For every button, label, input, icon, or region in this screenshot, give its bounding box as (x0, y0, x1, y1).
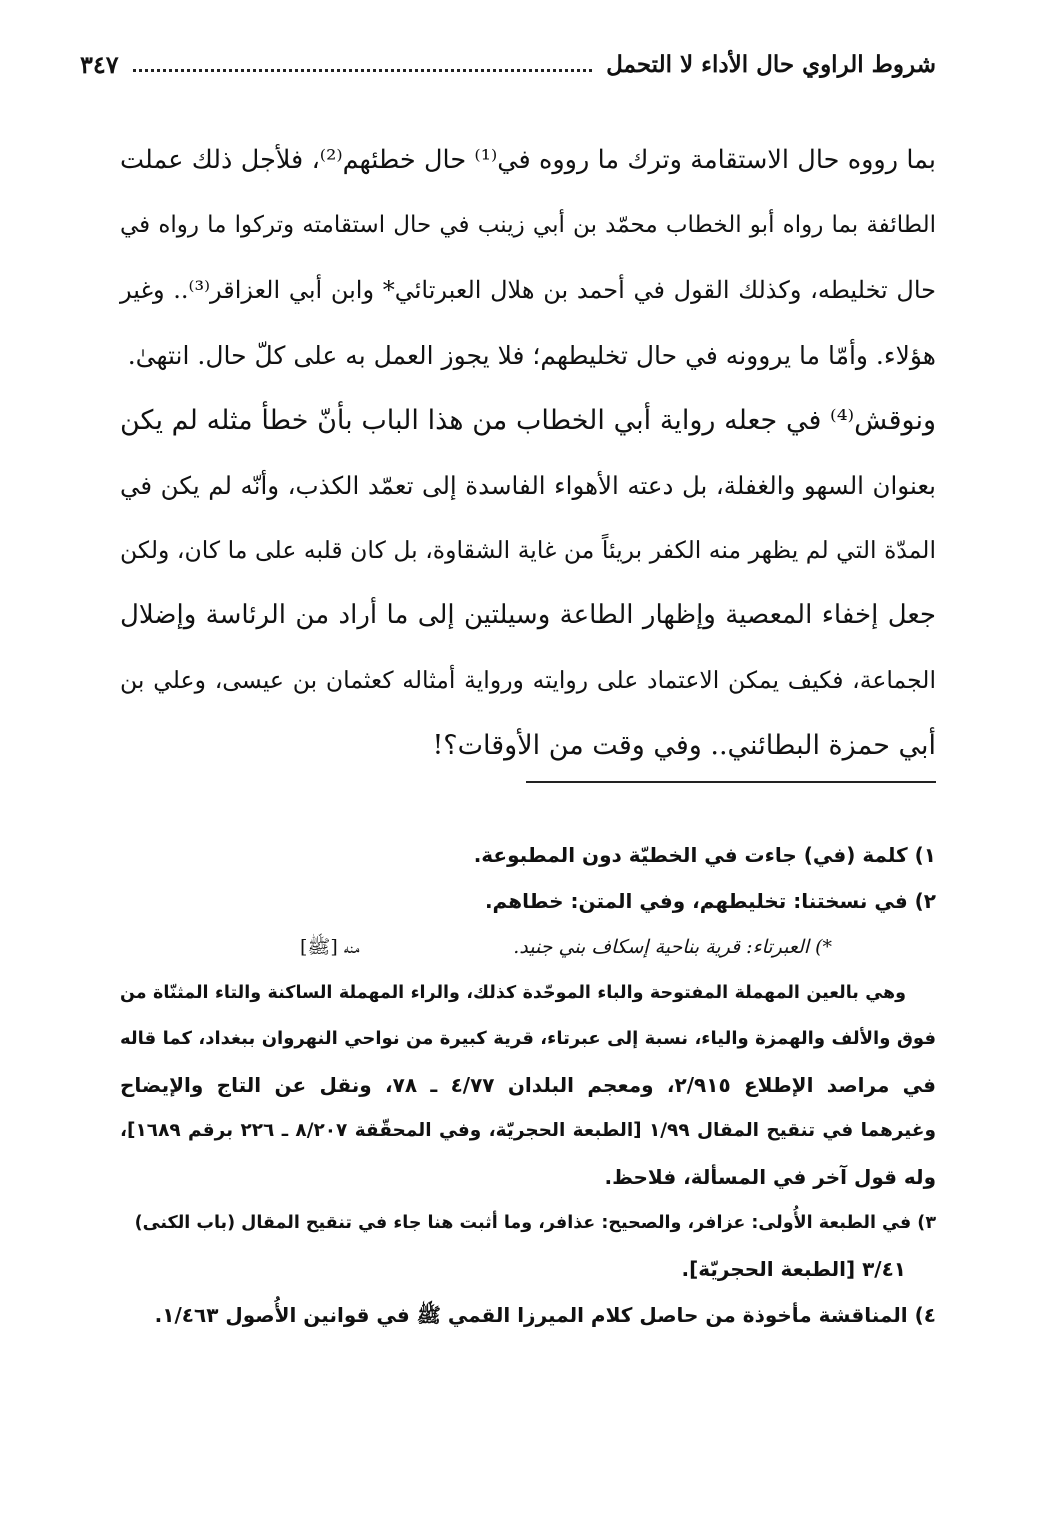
body-line: الجماعة، فكيف يمكن الاعتماد على روايته ورواية أمثاله كعثمان بن عيسى، وعلي بن (120, 666, 936, 694)
main-text (120, 128, 936, 778)
page-number: ٣٤٧ (80, 49, 119, 79)
header-title: شروط الراوي حال الأداء لا التحمل (606, 50, 936, 78)
author-note-comment-line: في مراصد الإطلاع ٢/٩١٥، ومعجم البلدان ٤/٧٧ ـ ٧٨، ونقل عن التاج والإيضاح (120, 1073, 937, 1097)
footnote-2: ٢) في نسختنا: تخليطهم، وفي المتن: خطاهم. (484, 889, 936, 913)
author-note-comment-line: فوق والألف والهمزة والياء، نسبة إلى عبرتاء، قرية كبيرة من نواحي النهروان ببغداد، كما قاله (120, 1028, 936, 1049)
author-note-comment-line: وهي بالعين المهملة المفتوحة والباء الموحّدة كذلك، والراء المهملة الساكنة والتاء المثنّاة من (120, 983, 906, 1003)
body-line: جعل إخفاء المعصية وإظهار الطاعة وسيلتين إلى ما أراد من الرئاسة وإضلال (120, 600, 936, 630)
footnote-separator (526, 781, 936, 783)
body-line: الطائفة بما رواه أبو الخطاب محمّد بن أبي زينب في حال استقامته وتركوا ما رواه في (120, 212, 936, 238)
footnote-1: ١) كلمة (في) جاءت في الخطيّة دون المطبوعة. (473, 843, 936, 867)
header-leader-dots (133, 69, 592, 72)
footnotes (120, 832, 936, 1338)
body-line: المدّة التي لم يظهر منه الكفر بريئاً من غاية الشقاوة، بل كان قلبه على ما كان، ولكن (120, 536, 936, 564)
body-line: حال تخليطه، وكذلك القول في أحمد بن هلال العبرتائي* وابن أبي العزاقر⁽³⁾.. وغير (120, 276, 936, 304)
author-note-comment-line: وله قول آخر في المسألة، فلاحظ. (604, 1165, 936, 1189)
body-line: أبي حمزة البطائني.. وفي وقت من الأوقات؟! (432, 730, 936, 761)
footnote-3: ٣) في الطبعة الأُولى: عزافر، والصحيح: عذافر، وما أثبت هنا جاء في تنقيح المقال (باب الكنى) (134, 1213, 936, 1233)
body-line: بعنوان السهو والغفلة، بل دعته الأهواء الفاسدة إلى تعمّد الكذب، وأنّه لم يكن في (120, 471, 936, 500)
author-note-text: *) العبرتاء: قرية بناحية إسكاف بني جنيد. (513, 936, 832, 958)
author-note (120, 924, 936, 970)
author-note-source: منه [ﷺ] (300, 936, 360, 958)
running-header (80, 44, 936, 84)
author-note-comment-line: وغيرهما في تنقيح المقال ١/٩٩ [الطبعة الحجريّة، وفي المحقّقة ٨/٢٠٧ ـ ٢٢٦ برقم ١٦٨٩]، (120, 1120, 936, 1141)
footnote-4: ٤) المناقشة مأخوذة من حاصل كلام الميرزا القمي ﷺ في قوانين الأُصول ١/٤٦٣. (154, 1303, 936, 1327)
body-line: ونوقش⁽⁴⁾ في جعله رواية أبي الخطاب من هذا الباب بأنّ خطأ مثله لم يكن (120, 405, 936, 436)
body-line: بما رووه حال الاستقامة وترك ما رووه في⁽¹⁾ حال خطئهم⁽²⁾، فلأجل ذلك عملت (120, 145, 936, 175)
footnote-3-continued: ٣/٤١ [الطبعة الحجريّة]. (681, 1257, 906, 1281)
body-line: هؤلاء. وأمّا ما يروونه في حال تخليطهم؛ فلا يجوز العمل به على كلّ حال. انتهىٰ. (127, 341, 936, 370)
